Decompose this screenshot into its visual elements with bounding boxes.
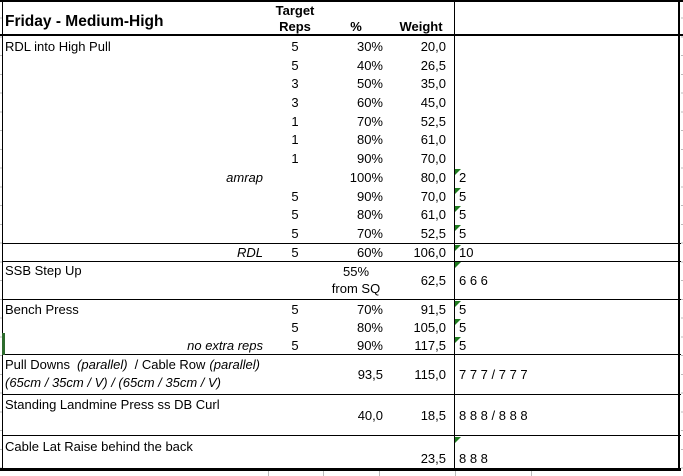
- cell-percent[interactable]: 93,5: [357, 367, 383, 382]
- column-header-target[interactable]: Target: [275, 3, 315, 18]
- gridline-stub: [323, 471, 324, 476]
- cell-weight[interactable]: 106,0: [413, 245, 446, 260]
- exercise-name-part: / Cable Row: [134, 356, 206, 372]
- cell-weight[interactable]: 45,0: [420, 95, 446, 110]
- cell-exercise-name[interactable]: Bench Press: [5, 301, 79, 317]
- table-row: [0, 130, 683, 149]
- cell-target-reps[interactable]: 5: [291, 301, 299, 317]
- cell-result[interactable]: 6 6 6: [459, 272, 488, 288]
- cell-percent[interactable]: 50%: [356, 76, 383, 91]
- column-header-reps[interactable]: Reps: [279, 19, 311, 34]
- exercise-name-variant: (parallel): [209, 356, 260, 372]
- cell-result[interactable]: 5: [459, 301, 467, 317]
- table-row: [0, 37, 683, 56]
- table-row: [0, 436, 683, 469]
- cell-percent[interactable]: 60%: [356, 95, 383, 110]
- cell-target-reps[interactable]: 3: [291, 76, 299, 91]
- table-row: [0, 93, 683, 112]
- table-top-border: [0, 0, 683, 2]
- cell-weight[interactable]: 80,0: [420, 170, 446, 185]
- column-header-weight[interactable]: Weight: [399, 19, 443, 34]
- cell-percent[interactable]: 90%: [356, 151, 383, 166]
- table-row: [0, 318, 683, 336]
- cell-percent[interactable]: 80%: [356, 207, 383, 222]
- cell-weight[interactable]: 20,0: [420, 39, 446, 54]
- table-row: [0, 168, 683, 187]
- sheet-title[interactable]: Friday - Medium-High: [5, 13, 164, 30]
- table-row: [0, 336, 683, 354]
- cell-weight[interactable]: 91,5: [420, 301, 446, 317]
- cell-weight[interactable]: 18,5: [420, 407, 446, 423]
- table-row: [0, 300, 683, 318]
- cell-weight[interactable]: 70,0: [420, 188, 446, 204]
- cell-weight[interactable]: 61,0: [420, 132, 446, 147]
- cell-target-reps[interactable]: 5: [291, 319, 299, 335]
- table-row: [0, 355, 683, 394]
- exercise-name-part: Pull Downs: [5, 356, 71, 372]
- cell-result[interactable]: 7 7 7 / 7 7 7: [459, 367, 528, 382]
- table-row: [0, 395, 683, 435]
- cell-target-reps[interactable]: 3: [291, 95, 299, 110]
- table-row: [0, 56, 683, 74]
- cell-percent[interactable]: 55%: [342, 264, 370, 279]
- table-row: [0, 261, 683, 299]
- cell-percent[interactable]: 40%: [356, 57, 383, 73]
- cell-weight[interactable]: 105,0: [413, 319, 446, 335]
- column-header-percent[interactable]: %: [350, 19, 362, 34]
- cell-exercise-name[interactable]: SSB Step Up: [5, 263, 82, 278]
- cell-target-reps[interactable]: 5: [291, 188, 299, 204]
- cell-result[interactable]: 5: [459, 226, 467, 241]
- cell-percent[interactable]: 70%: [356, 226, 383, 241]
- gridline-stub: [379, 471, 380, 476]
- cell-percent[interactable]: 80%: [356, 132, 383, 147]
- cell-percent[interactable]: 70%: [356, 113, 383, 129]
- cell-result[interactable]: 8 8 8 / 8 8 8: [459, 407, 528, 423]
- cell-exercise-setup-note[interactable]: (65cm / 35cm / V) / (65cm / 35cm / V): [5, 374, 221, 390]
- cell-weight[interactable]: 52,5: [420, 113, 446, 129]
- gridline-stub: [531, 471, 532, 476]
- cell-weight[interactable]: 117,5: [414, 337, 446, 353]
- cell-target-reps[interactable]: 5: [291, 226, 299, 241]
- cell-target-reps[interactable]: 5: [291, 57, 299, 73]
- cell-result[interactable]: 5: [459, 188, 467, 204]
- table-row: [0, 244, 683, 261]
- table-row: [0, 112, 683, 130]
- cell-target-reps[interactable]: 1: [291, 113, 299, 129]
- table-row: [0, 74, 683, 93]
- cell-percent[interactable]: 70%: [356, 301, 383, 317]
- cell-exercise-name[interactable]: Standing Landmine Press ss DB Curl: [5, 397, 220, 412]
- cell-percent[interactable]: 90%: [356, 188, 383, 204]
- cell-weight[interactable]: 61,0: [420, 207, 446, 222]
- cell-weight[interactable]: 62,5: [420, 272, 446, 288]
- cell-result[interactable]: 2: [459, 170, 467, 185]
- cell-target-reps[interactable]: 1: [291, 151, 299, 166]
- cell-exercise-name[interactable]: [5, 355, 260, 373]
- cell-percent[interactable]: 90%: [356, 337, 383, 353]
- cell-exercise-name[interactable]: RDL into High Pull: [5, 39, 111, 54]
- table-row: [0, 205, 683, 224]
- gridline-stub: [268, 471, 269, 476]
- cell-weight[interactable]: 35,0: [420, 76, 446, 91]
- cell-target-reps[interactable]: 5: [291, 207, 299, 222]
- gridline-stub: [455, 471, 456, 476]
- table-row: [0, 149, 683, 168]
- cell-exercise-note[interactable]: amrap: [226, 170, 263, 185]
- cell-target-reps[interactable]: 1: [291, 132, 299, 147]
- cell-percent[interactable]: 60%: [356, 245, 383, 260]
- cell-percent[interactable]: 100%: [349, 170, 383, 185]
- cell-percent-source[interactable]: from SQ: [331, 281, 381, 296]
- cell-weight[interactable]: 26,5: [420, 57, 446, 73]
- cell-exercise-note[interactable]: no extra reps: [187, 337, 263, 353]
- cell-result[interactable]: 5: [459, 207, 467, 222]
- cell-weight[interactable]: 23,5: [420, 451, 446, 466]
- cell-result[interactable]: 8 8 8: [459, 451, 488, 466]
- cell-target-reps[interactable]: 5: [291, 39, 299, 54]
- cell-target-reps[interactable]: 5: [291, 337, 299, 353]
- cell-weight[interactable]: 70,0: [420, 151, 446, 166]
- cell-exercise-note[interactable]: RDL: [236, 245, 263, 260]
- cell-percent[interactable]: 80%: [356, 319, 383, 335]
- cell-weight[interactable]: 115,0: [414, 367, 446, 382]
- table-row: [0, 224, 683, 243]
- cell-target-reps[interactable]: 5: [291, 245, 299, 260]
- cell-result[interactable]: 10: [459, 245, 474, 260]
- cell-percent[interactable]: 30%: [356, 39, 383, 54]
- cell-percent[interactable]: 40,0: [357, 407, 383, 423]
- cell-result[interactable]: 5: [459, 337, 467, 353]
- cell-result[interactable]: 5: [459, 319, 467, 335]
- table-row: [0, 187, 683, 205]
- cell-weight[interactable]: 52,5: [420, 226, 446, 241]
- exercise-name-variant: (parallel): [77, 356, 128, 372]
- cell-exercise-name[interactable]: Cable Lat Raise behind the back: [5, 438, 193, 454]
